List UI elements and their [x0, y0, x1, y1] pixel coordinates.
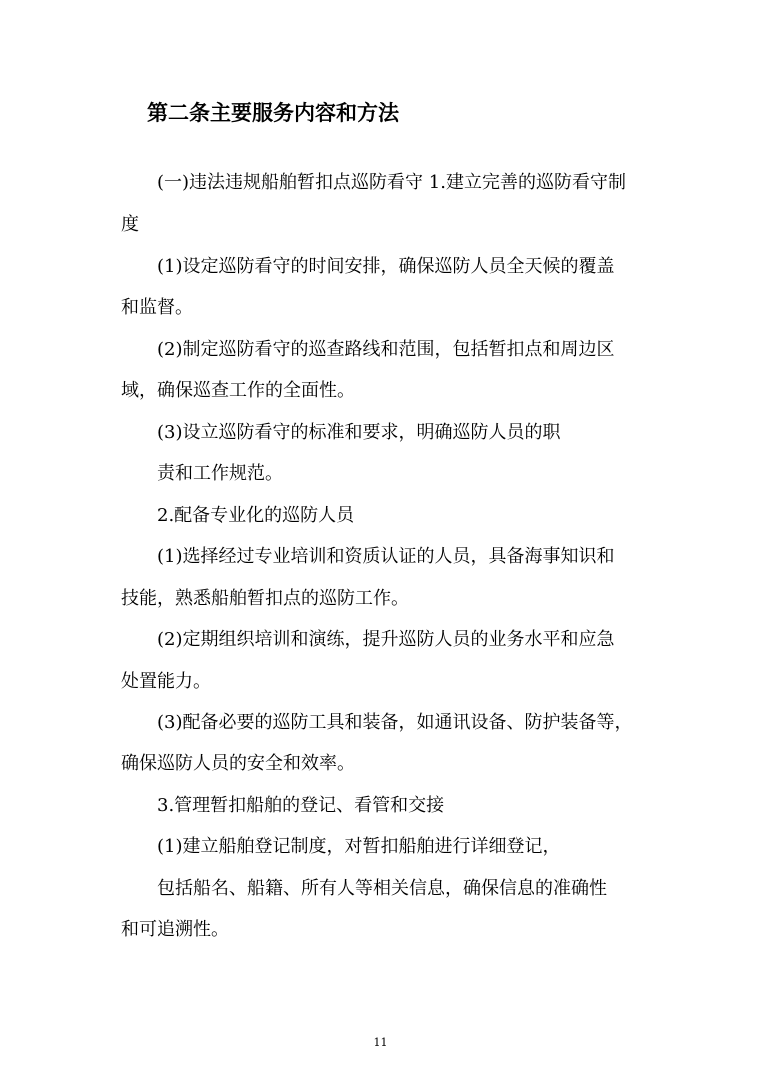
- paragraph-line: (一)违法违规船舶暂扣点巡防看守 1.建立完善的巡防看守制: [157, 172, 626, 193]
- paragraph-line: (2)制定巡防看守的巡查路线和范围，包括暂扣点和周边区: [157, 339, 615, 360]
- paragraph-line: (2)定期组织培训和演练，提升巡防人员的业务水平和应急: [157, 629, 615, 650]
- paragraph-line: 处置能力。: [121, 671, 211, 692]
- section-heading: 第二条主要服务内容和方法: [147, 100, 399, 125]
- paragraph-line: 技能，熟悉船舶暂扣点的巡防工作。: [121, 588, 409, 609]
- subsection-heading: 2.配备专业化的巡防人员: [157, 505, 355, 526]
- paragraph-line: 和监督。: [121, 297, 193, 318]
- paragraph-line: 度: [121, 214, 139, 235]
- paragraph-line: 域，确保巡查工作的全面性。: [121, 380, 355, 401]
- page-number: 11: [373, 1036, 388, 1049]
- paragraph-line: (1)设定巡防看守的时间安排，确保巡防人员全天候的覆盖: [157, 256, 615, 277]
- paragraph-line: 包括船名、船籍、所有人等相关信息，确保信息的准确性: [157, 878, 607, 899]
- paragraph-line: 确保巡防人员的安全和效率。: [121, 753, 355, 774]
- subsection-heading: 3.管理暂扣船舶的登记、看管和交接: [157, 795, 445, 816]
- paragraph-line: (3)设立巡防看守的标准和要求，明确巡防人员的职: [157, 422, 561, 443]
- paragraph-line: (1)建立船舶登记制度，对暂扣船舶进行详细登记，: [157, 836, 561, 857]
- paragraph-line: 和可追溯性。: [121, 919, 229, 940]
- paragraph-line: 责和工作规范。: [157, 463, 283, 484]
- paragraph-line: (3)配备必要的巡防工具和装备，如通讯设备、防护装备等，: [157, 712, 633, 733]
- paragraph-line: (1)选择经过专业培训和资质认证的人员，具备海事知识和: [157, 546, 615, 567]
